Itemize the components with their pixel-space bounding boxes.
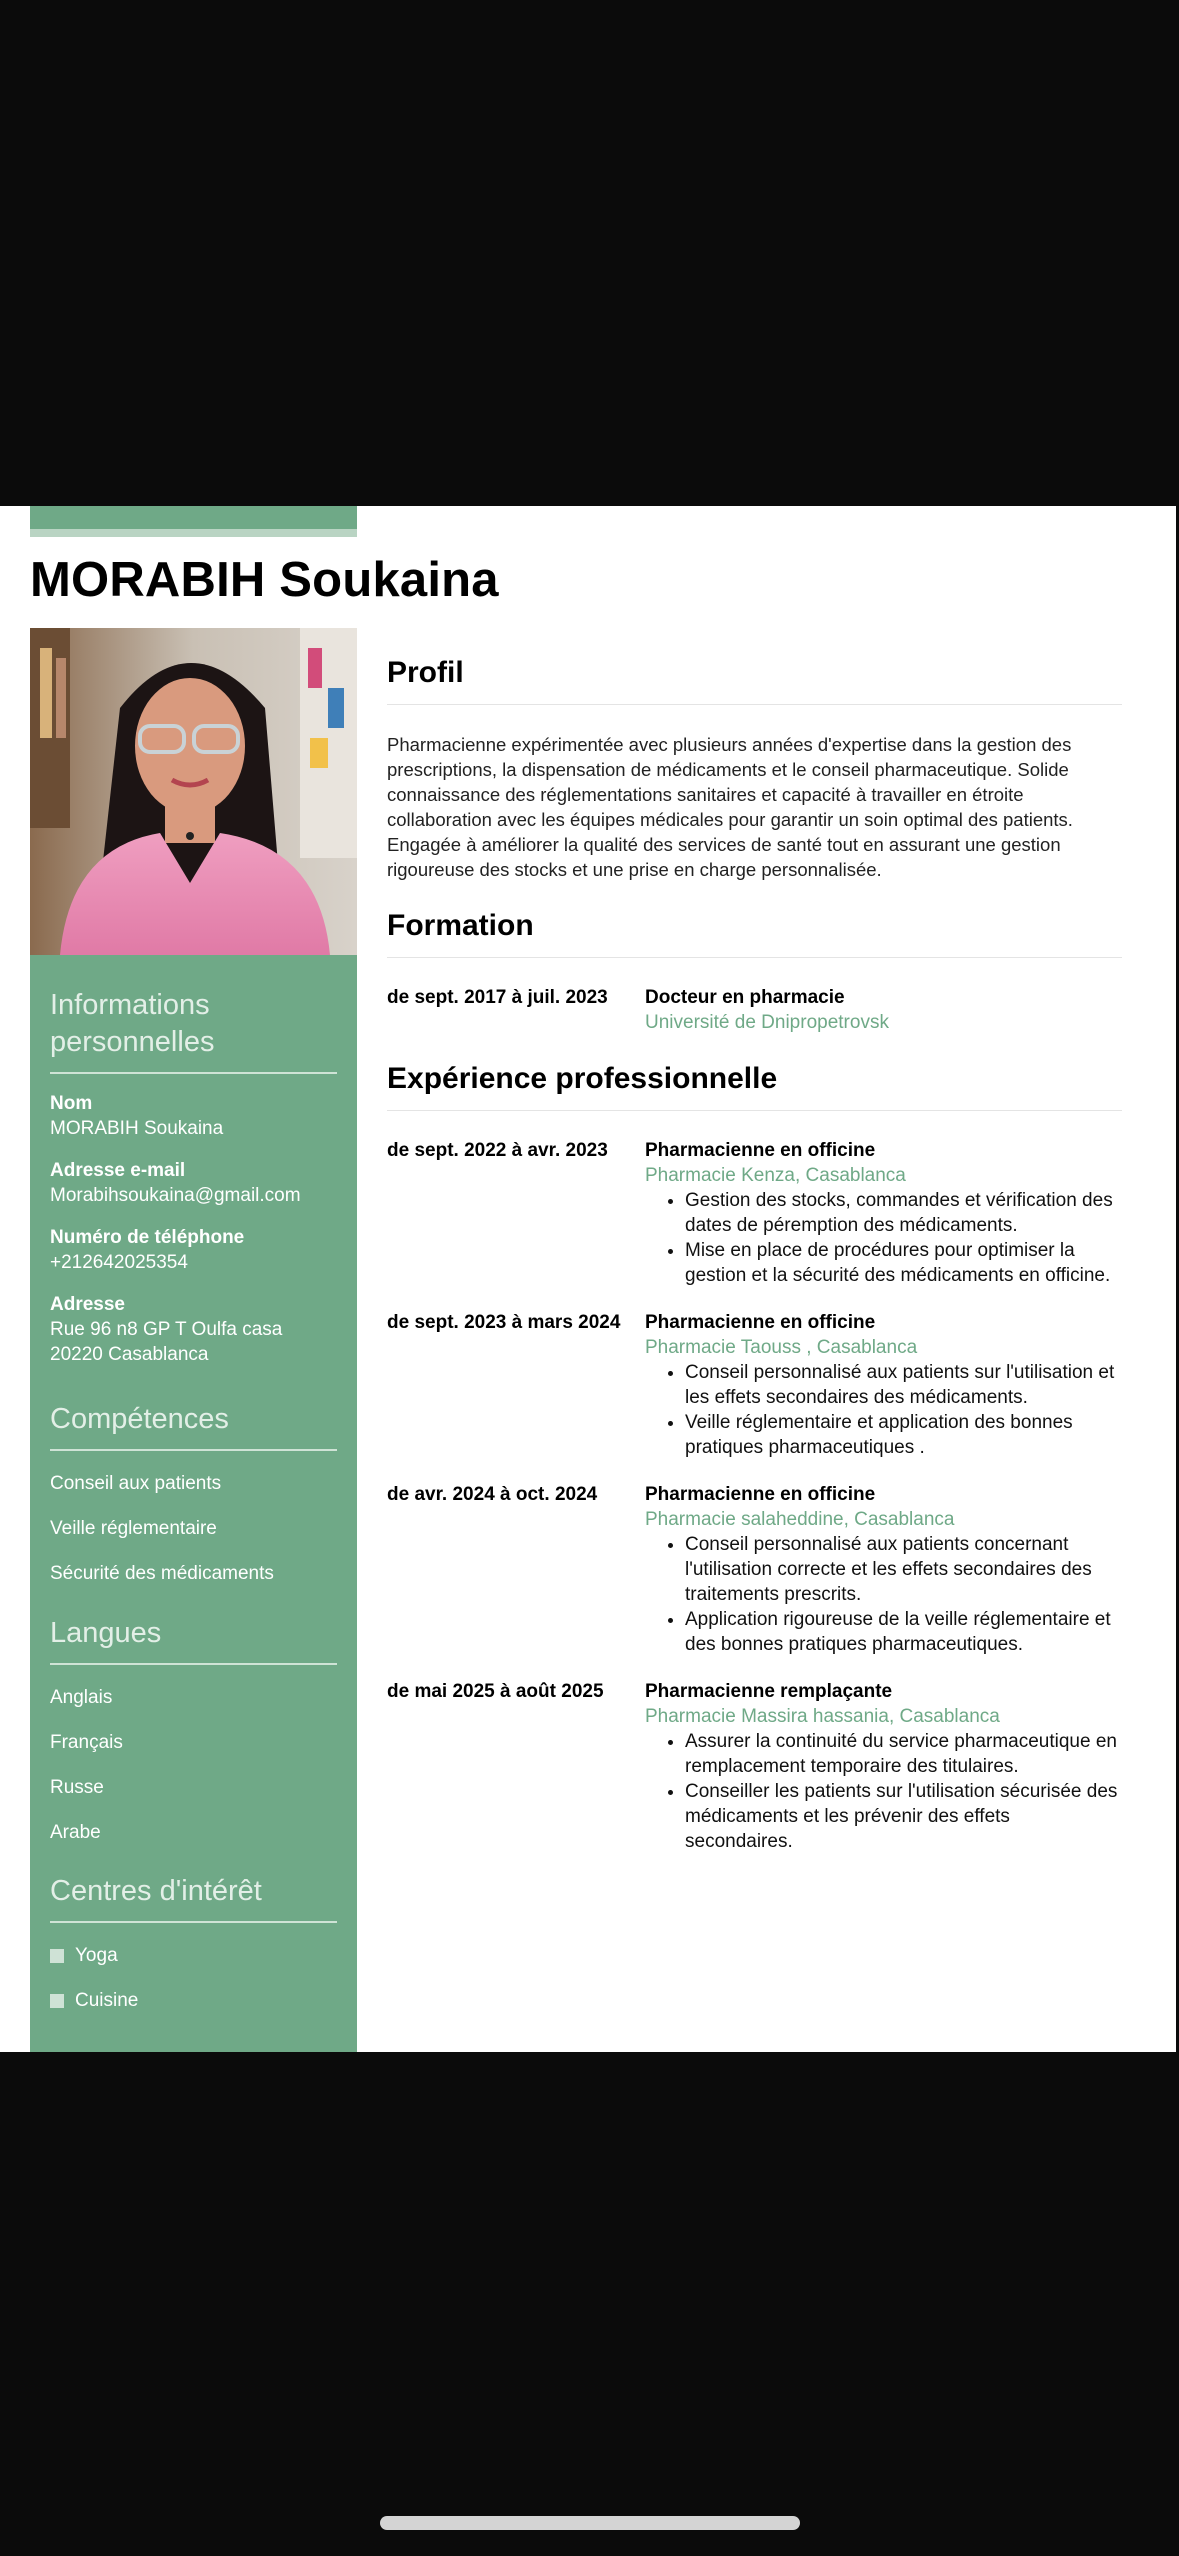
cv-page xyxy=(0,506,1176,2052)
info-name-label: Nom xyxy=(50,1093,93,1114)
experience-role: Pharmacienne remplaçante xyxy=(645,1681,893,1702)
sidebar xyxy=(30,955,357,2052)
experience-bullet: • Application rigoureuse de la veille réglementaire et des bonnes pratiques pharmaceutiques. xyxy=(685,1607,1122,1657)
experience-role: Pharmacienne en officine xyxy=(645,1484,876,1505)
info-name xyxy=(50,1092,337,1141)
education-degree: Docteur en pharmacie xyxy=(645,987,845,1008)
experience-bullet: • Conseil personnalisé aux patients sur l'utilisation et les effets secondaires des médicaments. xyxy=(685,1360,1122,1410)
info-phone-value[interactable]: +212642025354 xyxy=(50,1252,188,1273)
profile-section xyxy=(387,654,1122,882)
candidate-name: MORABIH Soukaina xyxy=(30,553,499,607)
skills-heading: Compétences xyxy=(50,1401,337,1451)
info-email xyxy=(50,1159,337,1208)
skills-section xyxy=(50,1401,337,1586)
interest-item xyxy=(50,1989,337,2013)
language-item: Anglais xyxy=(50,1687,113,1708)
interest-label: Yoga xyxy=(75,1945,118,1966)
skill-item: Sécurité des médicaments xyxy=(50,1563,274,1584)
language-item: Russe xyxy=(50,1777,104,1798)
personal-info-heading-line1: Informations xyxy=(50,989,210,1021)
profile-photo xyxy=(30,628,357,955)
profile-text: Pharmacienne expérimentée avec plusieurs années d'expertise dans la gestion des prescriptions, la dispensation de médicaments et le conseil pharmaceutique. Solide connaissance des réglementations sanitaires et capacité à travailler en étroite collaboration avec les équipes médicales pour garantir un soin optimal des patients. Engagée à améliorer la qualité des services de santé tout en assurant une gestion rigoureuse des stocks et une prise en charge personnalisée. xyxy=(387,734,1073,880)
experience-bullet: • Assurer la continuité du service pharmaceutique en remplacement temporaire des titulaires. xyxy=(685,1729,1122,1779)
experience-role: Pharmacienne en officine xyxy=(645,1312,876,1333)
experience-org: Pharmacie salaheddine, Casablanca xyxy=(645,1509,955,1530)
experience-org: Pharmacie Taouss , Casablanca xyxy=(645,1337,918,1358)
experience-date: de avr. 2024 à oct. 2024 xyxy=(387,1484,598,1505)
experience-entry xyxy=(387,1310,1122,1460)
info-address-line1: Rue 96 n8 GP T Oulfa casa xyxy=(50,1319,283,1340)
languages-section xyxy=(50,1615,337,1845)
experience-bullet: • Veille réglementaire et application des bonnes pratiques pharmaceutiques . xyxy=(685,1410,1122,1460)
education-date: de sept. 2017 à juil. 2023 xyxy=(387,987,608,1008)
experience-heading: Expérience professionnelle xyxy=(387,1060,1122,1111)
info-address xyxy=(50,1293,337,1367)
experience-entry xyxy=(387,1679,1122,1854)
personal-info-section xyxy=(50,987,337,1367)
info-phone xyxy=(50,1226,337,1275)
experience-bullet: • Conseil personnalisé aux patients concernant l'utilisation correcte et les effets secondaires des traitements prescrits. xyxy=(685,1532,1122,1607)
experience-role: Pharmacienne en officine xyxy=(645,1140,876,1161)
experience-bullet: • Conseiller les patients sur l'utilisation sécurisée des médicaments et les prévenir des effets secondaires. xyxy=(685,1779,1122,1854)
experience-section xyxy=(387,1060,1122,1854)
info-address-line2: 20220 Casablanca xyxy=(50,1344,209,1365)
interest-label: Cuisine xyxy=(75,1990,139,2011)
square-bullet-icon xyxy=(50,1949,64,1963)
interests-section xyxy=(50,1873,337,2013)
experience-entry xyxy=(387,1138,1122,1288)
interest-item xyxy=(50,1944,337,1968)
top-accent-line xyxy=(30,529,357,537)
skill-item: Conseil aux patients xyxy=(50,1473,222,1494)
language-item: Arabe xyxy=(50,1822,101,1843)
personal-info-heading xyxy=(50,987,337,1074)
info-phone-label: Numéro de téléphone xyxy=(50,1227,245,1248)
language-item: Français xyxy=(50,1732,123,1753)
home-indicator[interactable] xyxy=(380,2516,800,2530)
experience-bullet: • Gestion des stocks, commandes et vérification des dates de péremption des médicaments. xyxy=(685,1188,1122,1238)
interests-heading: Centres d'intérêt xyxy=(50,1873,337,1923)
personal-info-heading-line2: personnelles xyxy=(50,1026,215,1058)
experience-date: de mai 2025 à août 2025 xyxy=(387,1681,604,1702)
info-email-label: Adresse e-mail xyxy=(50,1160,186,1181)
info-address-label: Adresse xyxy=(50,1294,125,1315)
education-heading: Formation xyxy=(387,907,1122,958)
experience-date: de sept. 2023 à mars 2024 xyxy=(387,1312,621,1333)
profile-heading: Profil xyxy=(387,654,1122,705)
experience-entry xyxy=(387,1482,1122,1657)
languages-heading: Langues xyxy=(50,1615,337,1665)
education-section xyxy=(387,907,1122,1035)
experience-org: Pharmacie Kenza, Casablanca xyxy=(645,1165,906,1186)
education-entry xyxy=(387,985,1122,1035)
main-content xyxy=(387,628,1122,1854)
info-email-value[interactable]: Morabihsoukaina@gmail.com xyxy=(50,1185,301,1206)
experience-org: Pharmacie Massira hassania, Casablanca xyxy=(645,1706,1000,1727)
square-bullet-icon xyxy=(50,1994,64,2008)
skill-item: Veille réglementaire xyxy=(50,1518,217,1539)
info-name-value: MORABIH Soukaina xyxy=(50,1118,224,1139)
education-school: Université de Dnipropetrovsk xyxy=(645,1012,889,1033)
experience-bullet: • Mise en place de procédures pour optimiser la gestion et la sécurité des médicaments en officine. xyxy=(685,1238,1122,1288)
experience-date: de sept. 2022 à avr. 2023 xyxy=(387,1140,608,1161)
